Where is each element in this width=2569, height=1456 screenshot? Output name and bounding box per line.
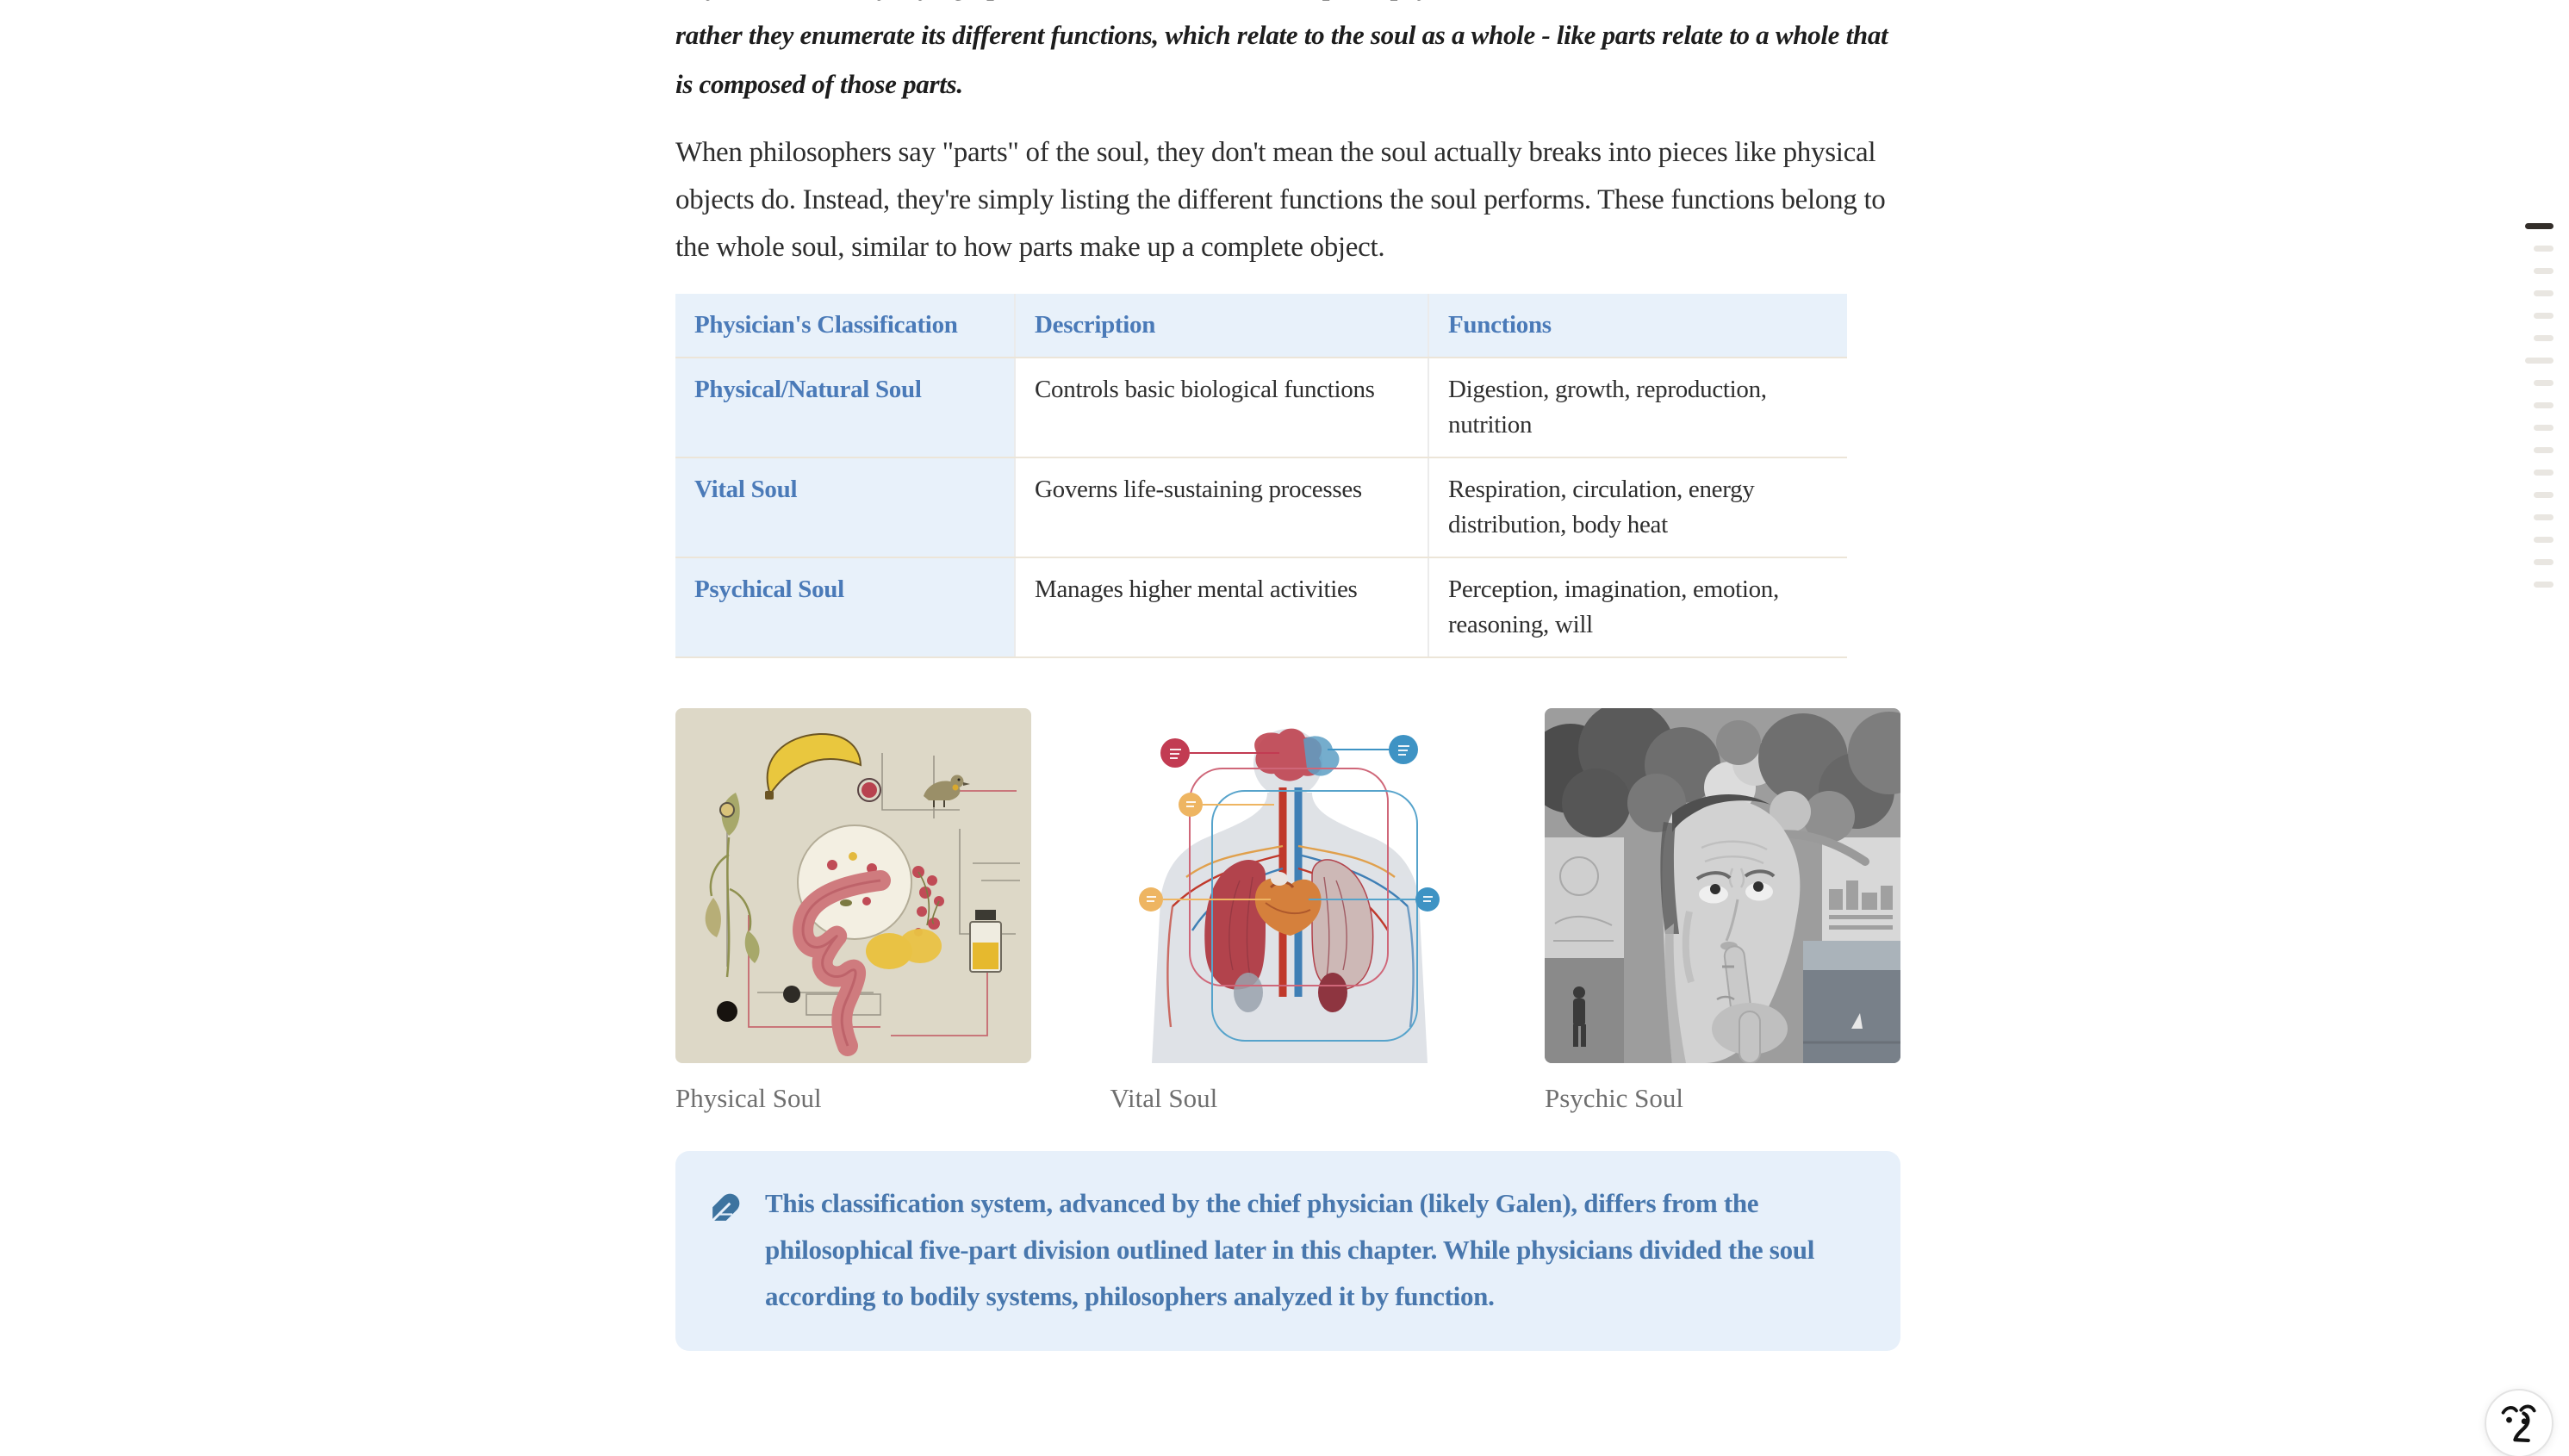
minimap-mark[interactable] bbox=[2534, 514, 2553, 520]
cell-description: Controls basic biological functions bbox=[1015, 358, 1428, 457]
table-row bbox=[675, 358, 1847, 457]
table-header-row bbox=[675, 294, 1847, 358]
cell-functions: Digestion, growth, reproduction, nutrition bbox=[1428, 358, 1847, 457]
table-row bbox=[675, 457, 1847, 557]
minimap-mark-active[interactable] bbox=[2525, 223, 2553, 229]
figure-psychic-soul bbox=[1545, 708, 1900, 1117]
minimap-mark[interactable] bbox=[2534, 425, 2553, 431]
galen-note-callout bbox=[675, 1151, 1900, 1351]
quote-block bbox=[675, 0, 1900, 109]
figure-caption: Vital Soul bbox=[1110, 1083, 1218, 1113]
minimap-mark-section[interactable] bbox=[2525, 358, 2553, 364]
minimap-mark[interactable] bbox=[2534, 402, 2553, 408]
minimap-mark[interactable] bbox=[2534, 313, 2553, 319]
quote-text: rather they enumerate its different functions, which relate to the soul as a whole - like parts relate to a whole that is composed of those parts. bbox=[675, 20, 1888, 99]
figure-caption: Psychic Soul bbox=[1545, 1083, 1684, 1113]
quote-clipped-line bbox=[675, 0, 1900, 10]
document-column bbox=[675, 0, 1900, 1351]
col-header-functions: Functions bbox=[1428, 294, 1847, 358]
row-head: Psychical Soul bbox=[675, 557, 1015, 657]
row-head: Physical/Natural Soul bbox=[675, 358, 1015, 457]
minimap-mark[interactable] bbox=[2534, 492, 2553, 498]
minimap-mark[interactable] bbox=[2534, 290, 2553, 296]
minimap-mark[interactable] bbox=[2534, 537, 2553, 543]
physical-soul-image[interactable] bbox=[675, 708, 1031, 1063]
minimap-mark[interactable] bbox=[2534, 380, 2553, 386]
scroll-minimap[interactable] bbox=[2525, 223, 2553, 604]
col-header-description: Description bbox=[1015, 294, 1428, 358]
minimap-mark[interactable] bbox=[2534, 582, 2553, 588]
minimap-mark[interactable] bbox=[2534, 246, 2553, 252]
cell-functions: Perception, imagination, emotion, reasoning, will bbox=[1428, 557, 1847, 657]
col-header-classification: Physician's Classification bbox=[675, 294, 1015, 358]
figure-physical-soul bbox=[675, 708, 1031, 1117]
minimap-mark[interactable] bbox=[2534, 447, 2553, 453]
face-logo-icon bbox=[2499, 1401, 2539, 1446]
feather-icon bbox=[705, 1191, 743, 1229]
figure-vital-soul bbox=[1110, 708, 1466, 1117]
cell-description: Manages higher mental activities bbox=[1015, 557, 1428, 657]
minimap-mark[interactable] bbox=[2534, 335, 2553, 341]
soul-classification-table bbox=[675, 294, 1847, 658]
body-paragraph: When philosophers say "parts" of the soul, they don't mean the soul actually breaks into pieces like physical objects do. Instead, they're simply listing the different functions the soul performs. These functions belong to the whole soul, similar to how parts make up a complete object. bbox=[675, 137, 1886, 263]
minimap-mark[interactable] bbox=[2534, 559, 2553, 565]
cell-functions: Respiration, circulation, energy distribution, body heat bbox=[1428, 457, 1847, 557]
psychic-soul-image[interactable] bbox=[1545, 708, 1900, 1063]
cell-description: Governs life-sustaining processes bbox=[1015, 457, 1428, 557]
figure-caption: Physical Soul bbox=[675, 1083, 822, 1113]
vital-soul-image[interactable] bbox=[1110, 708, 1466, 1063]
minimap-mark[interactable] bbox=[2534, 268, 2553, 274]
assistant-fab-button[interactable] bbox=[2485, 1389, 2553, 1456]
row-head: Vital Soul bbox=[675, 457, 1015, 557]
table-row bbox=[675, 557, 1847, 657]
callout-text: This classification system, advanced by the chief physician (likely Galen), differs from the philosophical five-part division outlined later in this chapter. While physicians divided the soul according to bodily systems, philosophers analyzed it by function. bbox=[765, 1188, 1815, 1311]
minimap-mark[interactable] bbox=[2534, 470, 2553, 476]
figure-row bbox=[675, 708, 1900, 1117]
